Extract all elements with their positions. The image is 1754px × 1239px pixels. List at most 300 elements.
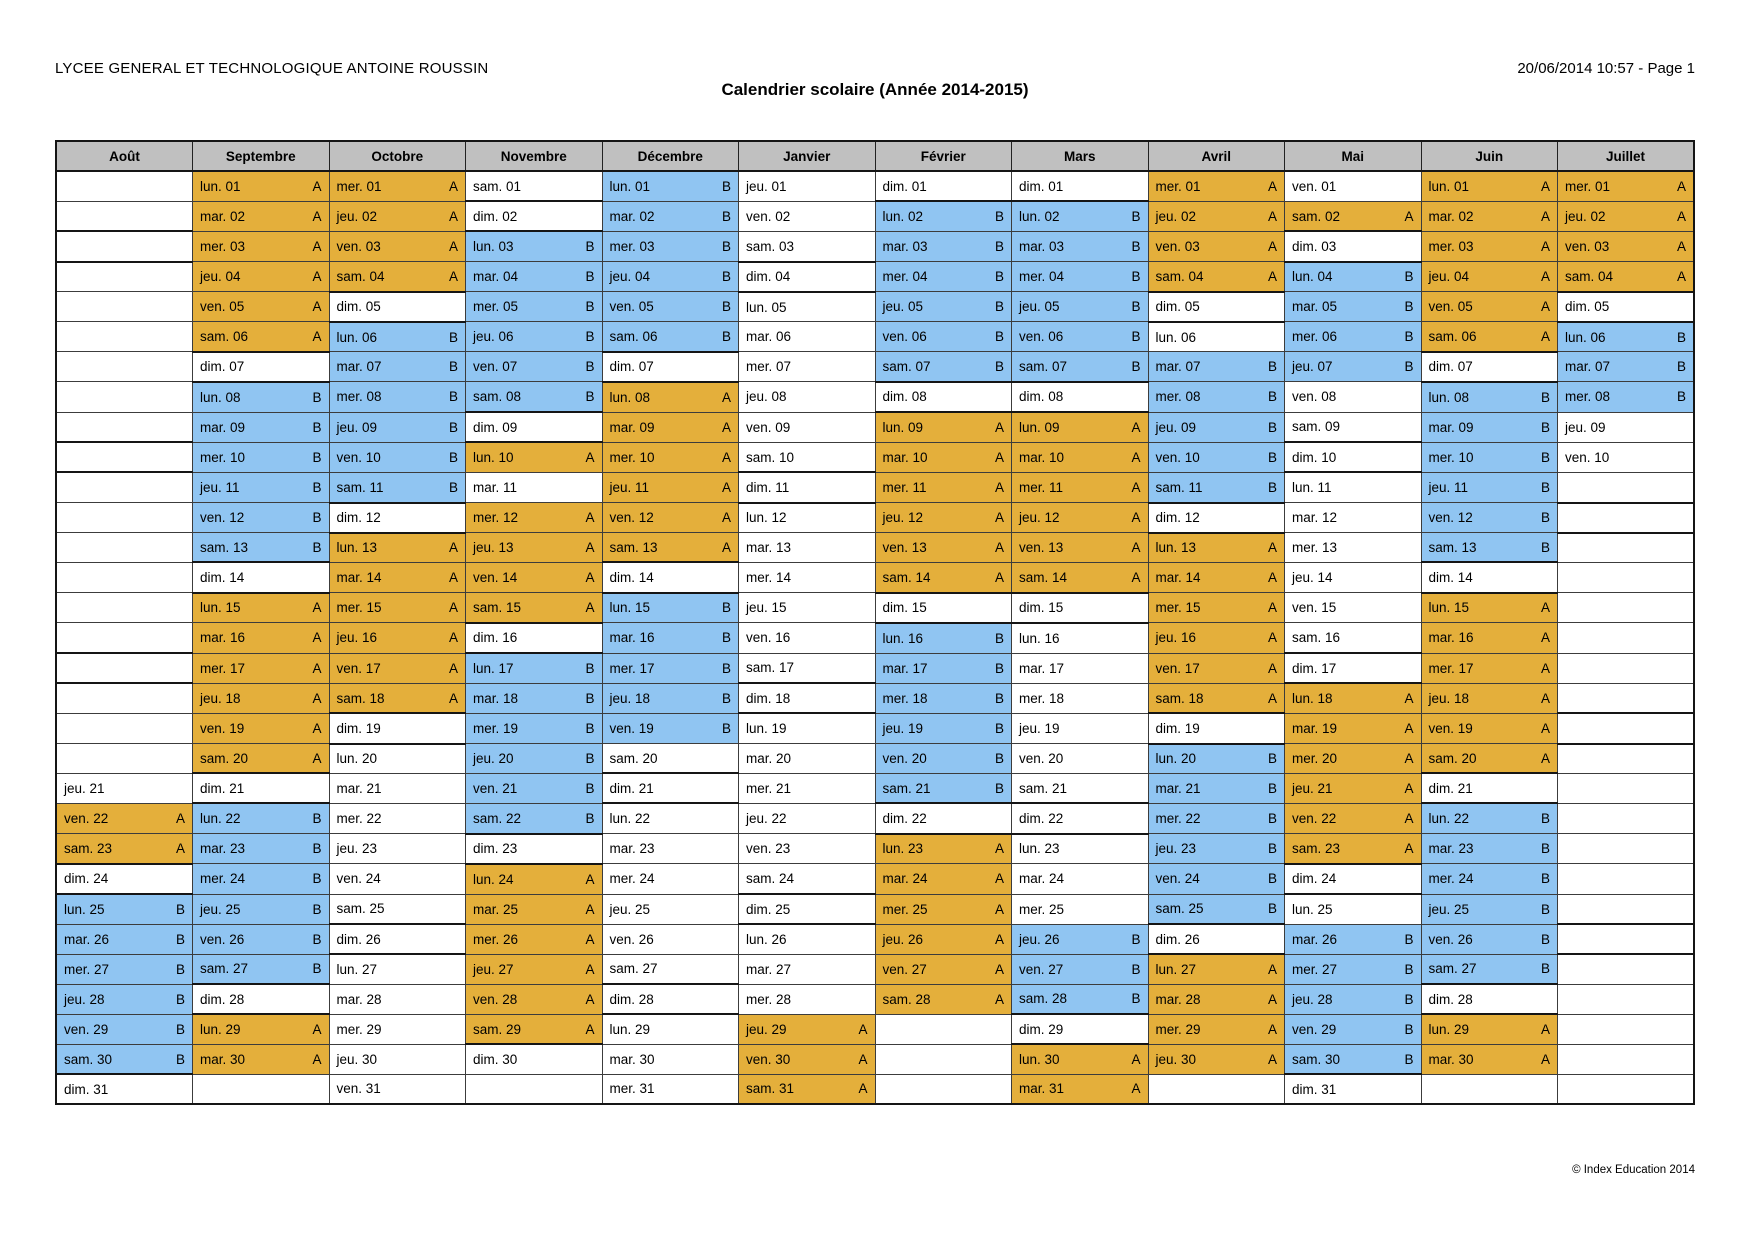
day-cell	[1012, 533, 1149, 563]
week-letter: B	[1404, 329, 1414, 345]
day-label: mar. 04	[473, 269, 519, 285]
day-label: sam. 03	[746, 238, 795, 254]
day-label: ven. 08	[1292, 389, 1337, 405]
day-label: jeu. 09	[336, 419, 378, 435]
week-letter: B	[1540, 811, 1550, 827]
day-label: mar. 12	[1292, 510, 1338, 526]
day-cell	[739, 262, 876, 292]
day-label: jeu. 11	[609, 479, 650, 495]
day-cell	[739, 683, 876, 713]
day-row	[56, 1044, 1694, 1074]
week-letter: A	[1540, 269, 1550, 285]
week-letter: B	[1404, 1051, 1414, 1067]
day-cell	[329, 442, 466, 472]
week-letter: B	[1676, 329, 1686, 345]
day-label: ven. 03	[1565, 238, 1610, 254]
week-letter: A	[585, 510, 595, 526]
day-label: dim. 15	[882, 600, 927, 616]
day-label: lun. 22	[1428, 811, 1470, 827]
day-label: mar. 28	[336, 991, 382, 1007]
day-label: ven. 05	[200, 299, 245, 315]
day-cell	[1148, 171, 1285, 201]
day-cell	[739, 201, 876, 231]
day-cell	[875, 864, 1012, 894]
day-cell	[1285, 834, 1422, 864]
day-label: sam. 13	[1428, 539, 1477, 555]
day-label: jeu. 22	[746, 811, 787, 827]
day-label: mer. 04	[1019, 269, 1065, 285]
week-letter: A	[1131, 1081, 1141, 1097]
day-cell	[1421, 864, 1558, 894]
day-label: ven. 15	[1292, 600, 1337, 616]
day-label: sam. 14	[882, 569, 931, 585]
day-cell	[56, 292, 193, 322]
day-label: ven. 26	[200, 931, 245, 947]
day-cell	[1285, 472, 1422, 502]
day-cell	[1285, 924, 1422, 954]
day-cell	[875, 744, 1012, 774]
day-label: lun. 10	[473, 450, 514, 466]
day-label: mar. 10	[882, 449, 928, 465]
week-letter: A	[585, 570, 595, 586]
week-letter: A	[312, 329, 322, 345]
day-cell	[56, 231, 193, 261]
day-cell	[1148, 442, 1285, 472]
day-cell	[1012, 1044, 1149, 1074]
week-letter: A	[1676, 238, 1686, 254]
week-letter: A	[994, 871, 1004, 887]
day-label: jeu. 18	[609, 690, 651, 706]
day-cell	[466, 984, 603, 1014]
day-cell	[875, 562, 1012, 592]
day-cell	[1148, 1044, 1285, 1074]
week-letter: A	[585, 450, 595, 466]
day-cell	[329, 503, 466, 533]
week-letter: A	[312, 208, 322, 224]
day-cell	[1148, 713, 1285, 743]
week-letter: B	[448, 449, 458, 465]
month-header: Janvier	[739, 141, 876, 171]
week-letter: A	[994, 931, 1004, 947]
day-label: dim. 24	[64, 871, 109, 887]
day-row	[56, 894, 1694, 924]
day-cell	[466, 773, 603, 803]
day-label: dim. 08	[1019, 389, 1064, 405]
day-label: jeu. 14	[1292, 570, 1333, 586]
day-cell	[739, 1014, 876, 1044]
week-letter: A	[1676, 268, 1686, 284]
day-label: ven. 02	[746, 208, 791, 224]
day-label: jeu. 26	[882, 931, 924, 947]
day-label: ven. 29	[1292, 1021, 1337, 1037]
week-letter: A	[585, 961, 595, 977]
day-label: mer. 13	[1292, 540, 1338, 556]
day-label: lun. 22	[200, 811, 241, 827]
week-letter: A	[721, 510, 731, 526]
week-letter: A	[1131, 1052, 1141, 1068]
day-cell	[1148, 894, 1285, 924]
day-row	[56, 653, 1694, 683]
week-letter: A	[1540, 329, 1550, 345]
day-cell	[739, 171, 876, 201]
day-cell	[739, 503, 876, 533]
day-cell	[1558, 442, 1695, 472]
day-label: lun. 15	[609, 600, 651, 616]
day-cell	[329, 322, 466, 352]
day-cell	[1558, 1014, 1695, 1044]
day-cell	[739, 442, 876, 472]
day-cell	[1558, 713, 1695, 743]
day-label: mar. 21	[1155, 780, 1201, 796]
day-label: ven. 24	[336, 871, 381, 887]
day-cell	[1558, 382, 1695, 412]
day-cell	[1421, 562, 1558, 592]
day-label: dim. 28	[1428, 991, 1473, 1007]
day-cell	[56, 773, 193, 803]
header-print-info: 20/06/2014 10:57 - Page 1	[1517, 60, 1695, 77]
day-label: mer. 01	[336, 178, 382, 194]
day-cell	[466, 894, 603, 924]
day-label: dim. 14	[609, 570, 654, 586]
day-cell	[1285, 864, 1422, 894]
day-label: ven. 10	[1565, 449, 1610, 465]
day-label: mar. 10	[1019, 449, 1065, 465]
day-cell	[875, 231, 1012, 261]
day-label: ven. 07	[473, 359, 518, 375]
week-letter: A	[1540, 1022, 1550, 1038]
day-label: mar. 17	[1019, 660, 1065, 676]
week-letter: B	[312, 539, 322, 555]
day-label: mar. 16	[1428, 630, 1474, 646]
day-cell	[602, 773, 739, 803]
day-cell	[1285, 744, 1422, 774]
day-cell	[1558, 954, 1695, 984]
day-cell	[1421, 533, 1558, 563]
day-cell	[602, 231, 739, 261]
day-cell	[466, 713, 603, 743]
day-row	[56, 503, 1694, 533]
day-label: mer. 07	[746, 359, 792, 375]
day-cell	[1421, 954, 1558, 984]
day-cell	[1285, 803, 1422, 833]
day-cell	[329, 533, 466, 563]
week-letter: B	[1267, 871, 1277, 887]
day-label: dim. 29	[1019, 1021, 1064, 1037]
week-letter: B	[312, 841, 322, 857]
day-cell	[1558, 171, 1695, 201]
week-letter: A	[994, 419, 1004, 435]
day-cell	[1012, 231, 1149, 261]
day-row	[56, 773, 1694, 803]
week-letter: B	[1404, 269, 1414, 285]
day-label: lun. 09	[1019, 419, 1060, 435]
day-cell	[1148, 382, 1285, 412]
day-cell	[193, 562, 330, 592]
day-label: sam. 20	[200, 750, 249, 766]
day-label: jeu. 04	[609, 269, 651, 285]
day-cell	[56, 984, 193, 1014]
week-letter: B	[448, 359, 458, 375]
day-label: mer. 28	[746, 991, 792, 1007]
day-cell	[329, 1014, 466, 1044]
day-cell	[329, 683, 466, 713]
day-label: dim. 22	[1019, 811, 1064, 827]
week-letter: A	[721, 389, 731, 405]
day-cell	[875, 894, 1012, 924]
week-letter: A	[1131, 479, 1141, 495]
day-label: mar. 30	[200, 1051, 246, 1067]
day-label: sam. 25	[336, 901, 385, 917]
day-cell	[602, 171, 739, 201]
day-cell	[56, 201, 193, 231]
day-label: mer. 17	[200, 660, 246, 676]
day-label: lun. 05	[746, 299, 787, 315]
day-cell	[1148, 744, 1285, 774]
week-letter: B	[175, 1021, 185, 1037]
day-cell	[466, 593, 603, 623]
day-label: lun. 09	[882, 419, 924, 435]
week-letter: B	[1131, 961, 1141, 977]
day-cell	[739, 834, 876, 864]
day-label: ven. 20	[1019, 750, 1064, 766]
week-letter: B	[994, 690, 1004, 706]
day-cell	[1148, 803, 1285, 833]
day-cell	[739, 713, 876, 743]
day-cell	[1285, 683, 1422, 713]
day-label: ven. 17	[1155, 660, 1200, 676]
day-cell	[1148, 653, 1285, 683]
day-label: sam. 08	[473, 389, 522, 405]
day-cell	[1285, 773, 1422, 803]
day-cell	[56, 803, 193, 833]
week-letter: A	[312, 1051, 322, 1067]
week-letter: B	[1131, 209, 1141, 225]
week-letter: B	[721, 690, 731, 706]
day-cell	[193, 231, 330, 261]
day-row	[56, 1074, 1694, 1104]
day-cell	[56, 924, 193, 954]
day-label: mar. 07	[1155, 359, 1201, 375]
day-label: lun. 01	[200, 178, 241, 194]
day-cell	[466, 503, 603, 533]
day-label: mar. 09	[1428, 419, 1474, 435]
day-cell	[56, 1044, 193, 1074]
day-label: dim. 12	[336, 510, 381, 526]
day-label: jeu. 04	[200, 269, 241, 285]
day-cell	[602, 442, 739, 472]
day-cell	[1012, 562, 1149, 592]
day-label: mer. 25	[882, 901, 928, 917]
day-label: sam. 07	[1019, 358, 1068, 374]
day-label: mar. 09	[200, 419, 246, 435]
day-label: mer. 14	[746, 570, 792, 586]
day-cell	[1012, 593, 1149, 623]
day-cell	[466, 1044, 603, 1074]
week-letter: A	[1404, 691, 1414, 707]
day-cell	[1421, 1074, 1558, 1104]
day-label: mar. 06	[746, 329, 792, 345]
week-letter: A	[1267, 690, 1277, 706]
day-cell	[193, 683, 330, 713]
day-cell	[1421, 201, 1558, 231]
day-label: mar. 13	[746, 540, 792, 556]
day-cell	[875, 924, 1012, 954]
week-letter: A	[1267, 1021, 1277, 1037]
day-cell	[602, 1044, 739, 1074]
day-row	[56, 593, 1694, 623]
week-letter: A	[1404, 750, 1414, 766]
week-letter: B	[994, 660, 1004, 676]
day-label: mar. 26	[64, 931, 110, 947]
day-cell	[193, 201, 330, 231]
day-label: mar. 16	[609, 630, 655, 646]
day-cell	[875, 201, 1012, 231]
day-cell	[1148, 533, 1285, 563]
day-label: dim. 23	[473, 841, 518, 857]
day-label: sam. 20	[609, 750, 658, 766]
week-letter: B	[1404, 961, 1414, 977]
day-label: mar. 03	[1019, 238, 1065, 254]
day-label: dim. 21	[200, 780, 245, 796]
week-letter: A	[1540, 208, 1550, 224]
week-letter: B	[1540, 931, 1550, 947]
day-label: lun. 25	[1292, 901, 1333, 917]
day-cell	[1012, 984, 1149, 1014]
day-label: sam. 09	[1292, 419, 1341, 435]
day-cell	[466, 1014, 603, 1044]
day-label: mer. 11	[882, 479, 927, 495]
day-label: mer. 21	[746, 780, 792, 796]
day-row	[56, 382, 1694, 412]
day-label: dim. 07	[200, 359, 245, 375]
day-label: ven. 27	[882, 961, 927, 977]
day-label: sam. 02	[1292, 208, 1341, 224]
day-cell	[1012, 954, 1149, 984]
week-letter: A	[1676, 178, 1686, 194]
week-letter: B	[1267, 780, 1277, 796]
week-letter: B	[312, 901, 322, 917]
day-cell	[1148, 562, 1285, 592]
day-cell	[602, 292, 739, 322]
day-label: dim. 14	[1428, 570, 1473, 586]
day-cell	[739, 533, 876, 563]
week-letter: A	[1676, 208, 1686, 224]
day-cell	[466, 231, 603, 261]
week-letter: A	[1267, 630, 1277, 646]
day-cell	[329, 744, 466, 774]
day-cell	[1421, 924, 1558, 954]
day-cell	[1421, 262, 1558, 292]
day-label: sam. 21	[882, 780, 931, 796]
day-label: dim. 31	[64, 1081, 109, 1097]
week-letter: B	[1131, 991, 1141, 1007]
week-letter: B	[994, 780, 1004, 796]
day-label: sam. 10	[746, 449, 795, 465]
day-cell	[739, 894, 876, 924]
day-row	[56, 472, 1694, 502]
week-letter: A	[858, 1021, 868, 1037]
day-label: ven. 06	[882, 329, 927, 345]
day-label: jeu. 25	[200, 901, 241, 917]
day-cell	[1148, 1074, 1285, 1104]
day-cell	[602, 803, 739, 833]
day-cell	[1558, 834, 1695, 864]
day-label: mar. 20	[746, 750, 792, 766]
day-cell	[56, 593, 193, 623]
day-cell	[739, 593, 876, 623]
week-letter: B	[585, 299, 595, 315]
week-letter: B	[175, 931, 185, 947]
day-label: sam. 11	[1155, 479, 1203, 495]
week-letter: A	[721, 419, 731, 435]
day-label: mer. 01	[1565, 178, 1611, 194]
day-label: lun. 01	[609, 178, 651, 194]
day-label: lun. 17	[473, 660, 514, 676]
day-cell	[56, 894, 193, 924]
day-label: mar. 26	[1292, 931, 1338, 947]
day-cell	[1558, 1044, 1695, 1074]
week-letter: B	[994, 299, 1004, 315]
day-label: jeu. 27	[473, 961, 514, 977]
day-cell	[1285, 623, 1422, 653]
week-letter: A	[1267, 660, 1277, 676]
week-letter: B	[585, 389, 595, 405]
day-label: ven. 29	[64, 1021, 109, 1037]
day-cell	[1012, 503, 1149, 533]
day-cell	[56, 1074, 193, 1104]
day-cell	[1012, 864, 1149, 894]
week-letter: B	[312, 419, 322, 435]
day-cell	[329, 201, 466, 231]
day-cell	[466, 864, 603, 894]
day-cell	[1148, 593, 1285, 623]
day-cell	[56, 382, 193, 412]
week-letter: B	[721, 208, 731, 224]
day-cell	[193, 1074, 330, 1104]
day-label: dim. 08	[882, 389, 927, 405]
day-cell	[602, 713, 739, 743]
day-cell	[875, 171, 1012, 201]
month-header: Mai	[1285, 141, 1422, 171]
day-cell	[1421, 171, 1558, 201]
day-cell	[1148, 352, 1285, 382]
day-label: lun. 04	[1292, 269, 1333, 285]
day-cell	[1558, 201, 1695, 231]
day-row	[56, 292, 1694, 322]
week-letter: B	[994, 750, 1004, 766]
week-letter: B	[585, 690, 595, 706]
week-letter: B	[585, 810, 595, 826]
day-label: dim. 02	[473, 208, 518, 224]
day-label: dim. 26	[336, 931, 381, 947]
day-cell	[193, 442, 330, 472]
day-label: mer. 19	[473, 720, 519, 736]
day-cell	[193, 773, 330, 803]
week-letter: A	[448, 178, 458, 194]
day-cell	[56, 1014, 193, 1044]
day-label: ven. 24	[1155, 871, 1200, 887]
week-letter: A	[994, 479, 1004, 495]
day-cell	[1285, 231, 1422, 261]
week-letter: B	[1131, 931, 1141, 947]
day-label: jeu. 19	[1019, 720, 1060, 736]
week-letter: A	[448, 208, 458, 224]
day-label: dim. 11	[746, 479, 790, 495]
day-label: sam. 18	[1155, 690, 1204, 706]
day-cell	[875, 653, 1012, 683]
day-label: jeu. 25	[1428, 901, 1470, 917]
day-cell	[466, 352, 603, 382]
